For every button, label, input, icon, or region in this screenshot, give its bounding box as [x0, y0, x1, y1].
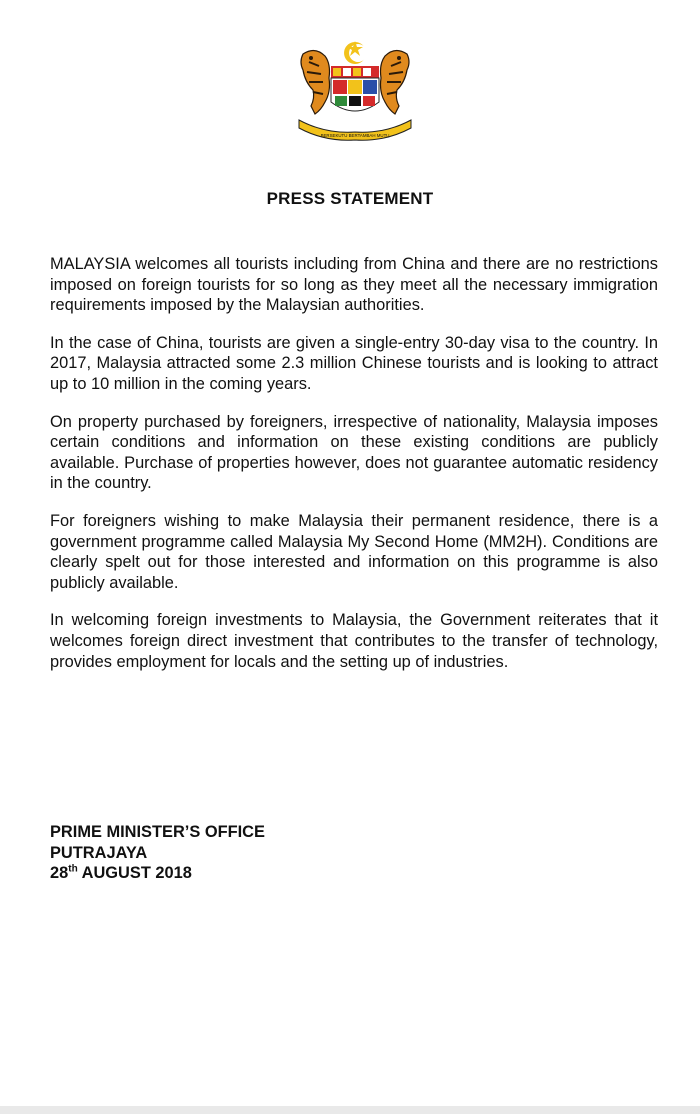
statement-date	[50, 863, 265, 884]
coat-of-arms-icon	[285, 36, 425, 146]
shield-icon	[331, 66, 379, 111]
paragraph-investment: In welcoming foreign investments to Malaysia, the Government reiterates that it welcomes foreign direct investment that contributes to the transfer of technology, provides employment for locals and the setting up of industries.	[50, 611, 658, 671]
office-name: PRIME MINISTER’S OFFICE	[50, 823, 265, 841]
right-tiger-icon	[381, 50, 410, 114]
signoff-block	[50, 822, 265, 884]
city-name: PUTRAJAYA	[50, 843, 148, 862]
date-suffix: th	[68, 863, 78, 875]
paragraph-mm2h: For foreigners wishing to make Malaysia their permanent residence, there is a government programme called Malaysia My Second Home (MM2H). Conditions are clearly spelt out for those interested and information on this programme is also publicly available.	[50, 511, 658, 592]
left-tiger-icon	[301, 50, 330, 114]
paragraph-china-visa: In the case of China, tourists are given a single-entry 30-day visa to the country. In 2017, Malaysia attracted some 2.3 million Chinese tourists and is looking to attract up to 10 million in the coming years.	[50, 333, 658, 393]
page-title: PRESS STATEMENT	[266, 189, 434, 208]
paragraph-tourists: MALAYSIA welcomes all tourists including from China and there are no restrictions imposed on foreign tourists for so long as they meet all the necessary immigration requirements imposed by the Malaysian authorities.	[50, 255, 658, 315]
date-month-year: AUGUST 2018	[77, 864, 192, 883]
crescent-star-icon	[344, 41, 367, 64]
date-day: 28	[50, 864, 69, 883]
paragraph-property: On property purchased by foreigners, irrespective of nationality, Malaysia imposes certain conditions and information on these existing conditions are publicly available. Purchase of properties however, does not guarantee automatic residency in the country.	[50, 412, 658, 493]
bottom-edge	[0, 1106, 700, 1114]
motto-scroll-icon	[299, 120, 411, 140]
statement-body	[50, 254, 658, 689]
motto-text: BERSEKUTU BERTAMBAH MUTU	[320, 133, 390, 138]
